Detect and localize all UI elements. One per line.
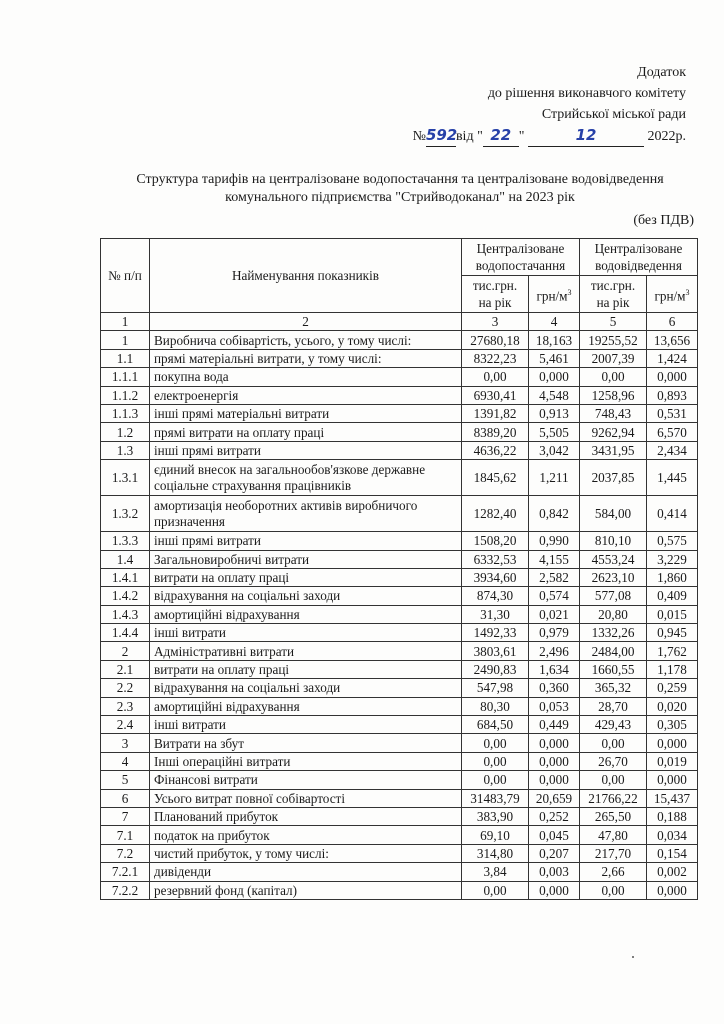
col-header-supply-per-m3 xyxy=(529,276,580,313)
wastewater-per-m3-cell: 0,945 xyxy=(647,624,698,642)
row-number-cell: 1 xyxy=(101,331,150,349)
supply-per-m3-cell: 18,163 xyxy=(529,331,580,349)
row-name-cell: дивіденди xyxy=(150,863,462,881)
wastewater-per-m3-cell: 0,409 xyxy=(647,587,698,605)
row-name-cell: Загальновиробничі витрати xyxy=(150,550,462,568)
row-number-cell: 2.3 xyxy=(101,697,150,715)
supply-thousands-cell: 383,90 xyxy=(462,807,529,825)
supply-per-m3-cell: 1,211 xyxy=(529,460,580,496)
supply-per-m3-cell: 0,053 xyxy=(529,697,580,715)
title-line-1: Структура тарифів на централізоване водопостачання та централізоване водовідведення xyxy=(136,172,664,187)
row-name-cell: інші прямі витрати xyxy=(150,441,462,459)
row-number-cell: 1.3.2 xyxy=(101,496,150,532)
row-name-cell: відрахування на соціальні заходи xyxy=(150,587,462,605)
vat-note: (без ПДВ) xyxy=(633,213,694,228)
table-row xyxy=(101,844,698,862)
table-row xyxy=(101,349,698,367)
row-number-cell: 7.2.2 xyxy=(101,881,150,899)
table-row xyxy=(101,587,698,605)
wastewater-per-m3-cell: 1,445 xyxy=(647,460,698,496)
table-row xyxy=(101,679,698,697)
wastewater-per-m3-cell: 0,015 xyxy=(647,605,698,623)
row-name-cell: інші витрати xyxy=(150,624,462,642)
supply-thousands-cell: 1845,62 xyxy=(462,460,529,496)
table-row xyxy=(101,368,698,386)
row-name-cell: єдиний внесок на загальнообов'язкове державне соціальне страхування працівників xyxy=(150,460,462,496)
row-name-cell: інші прямі матеріальні витрати xyxy=(150,404,462,422)
quote-close: " xyxy=(518,129,525,144)
supply-thousands-cell: 0,00 xyxy=(462,752,529,770)
wastewater-thousands-cell: 2007,39 xyxy=(580,349,647,367)
table-row xyxy=(101,386,698,404)
supply-per-m3-cell: 3,042 xyxy=(529,441,580,459)
document-title xyxy=(100,171,700,207)
row-number-cell: 2.4 xyxy=(101,716,150,734)
index-cell: 5 xyxy=(580,313,647,331)
row-number-cell: 1.4.2 xyxy=(101,587,150,605)
title-line-2: комунального підприємства "Стрийводоканал" на 2023 рік xyxy=(225,190,575,205)
wastewater-per-m3-cell: 0,000 xyxy=(647,734,698,752)
wastewater-thousands-cell: 2484,00 xyxy=(580,642,647,660)
table-row xyxy=(101,642,698,660)
col-header-number-text: № п/п xyxy=(108,268,142,283)
supply-per-m3-cell: 0,449 xyxy=(529,716,580,734)
supply-thousands-cell: 8322,23 xyxy=(462,349,529,367)
supply-thousands-cell: 0,00 xyxy=(462,771,529,789)
order-number-line xyxy=(413,125,686,147)
wastewater-per-m3-cell: 0,575 xyxy=(647,532,698,550)
table-row xyxy=(101,423,698,441)
appendix-header xyxy=(413,62,686,147)
wastewater-per-m3-cell: 0,188 xyxy=(647,807,698,825)
row-name-cell: резервний фонд (капітал) xyxy=(150,881,462,899)
wastewater-per-m3-cell: 0,002 xyxy=(647,863,698,881)
supply-per-m3-cell: 0,360 xyxy=(529,679,580,697)
wastewater-per-m3-cell: 15,437 xyxy=(647,789,698,807)
supply-per-m3-cell: 0,574 xyxy=(529,587,580,605)
number-label: № xyxy=(412,129,426,144)
row-number-cell: 1.4.4 xyxy=(101,624,150,642)
row-name-cell: покупна вода xyxy=(150,368,462,386)
table-row xyxy=(101,789,698,807)
table-row xyxy=(101,752,698,770)
supply-thousands-cell: 6930,41 xyxy=(462,386,529,404)
table-row xyxy=(101,697,698,715)
wastewater-thousands-cell: 26,70 xyxy=(580,752,647,770)
table-row xyxy=(101,496,698,532)
order-number-handwritten: 592 xyxy=(426,125,456,147)
row-name-cell: чистий прибуток, у тому числі: xyxy=(150,844,462,862)
wastewater-thousands-cell: 2,66 xyxy=(580,863,647,881)
index-cell: 6 xyxy=(647,313,698,331)
table-row xyxy=(101,716,698,734)
wastewater-thousands-cell: 429,43 xyxy=(580,716,647,734)
order-year: 2022р. xyxy=(647,129,686,144)
supply-per-m3-cell: 0,045 xyxy=(529,826,580,844)
wastewater-thousands-cell: 584,00 xyxy=(580,496,647,532)
supply-per-m3-cell: 5,461 xyxy=(529,349,580,367)
supply-thousands-cell: 27680,18 xyxy=(462,331,529,349)
row-name-cell: прямі витрати на оплату праці xyxy=(150,423,462,441)
quote-open: " xyxy=(477,129,483,144)
row-number-cell: 1.2 xyxy=(101,423,150,441)
table-row xyxy=(101,331,698,349)
wastewater-thousands-cell: 1258,96 xyxy=(580,386,647,404)
wastewater-thousands-cell: 3431,95 xyxy=(580,441,647,459)
row-number-cell: 1.3.3 xyxy=(101,532,150,550)
table-row xyxy=(101,734,698,752)
index-cell: 4 xyxy=(529,313,580,331)
row-name-cell: Адміністративні витрати xyxy=(150,642,462,660)
supply-thousands-cell: 874,30 xyxy=(462,587,529,605)
wastewater-per-m3-cell: 0,154 xyxy=(647,844,698,862)
supply-per-m3-cell: 4,155 xyxy=(529,550,580,568)
index-cell: 3 xyxy=(462,313,529,331)
row-name-cell: Фінансові витрати xyxy=(150,771,462,789)
supply-per-m3-cell: 0,979 xyxy=(529,624,580,642)
table-row xyxy=(101,826,698,844)
unit-sup: 3 xyxy=(567,287,572,297)
wastewater-thousands-cell: 748,43 xyxy=(580,404,647,422)
supply-per-m3-cell: 0,021 xyxy=(529,605,580,623)
table-row xyxy=(101,460,698,496)
table-row xyxy=(101,568,698,586)
order-month-handwritten: 12 xyxy=(528,125,644,147)
table-row xyxy=(101,441,698,459)
supply-thousands-cell: 314,80 xyxy=(462,844,529,862)
supply-thousands-cell: 4636,22 xyxy=(462,441,529,459)
wastewater-thousands-cell: 365,32 xyxy=(580,679,647,697)
supply-per-m3-cell: 1,634 xyxy=(529,660,580,678)
row-number-cell: 1.4.3 xyxy=(101,605,150,623)
unit-text: грн/м xyxy=(536,288,568,304)
table-row xyxy=(101,881,698,899)
wastewater-per-m3-cell: 0,000 xyxy=(647,881,698,899)
wastewater-thousands-cell: 20,80 xyxy=(580,605,647,623)
wastewater-thousands-cell: 265,50 xyxy=(580,807,647,825)
row-number-cell: 7.2.1 xyxy=(101,863,150,881)
supply-thousands-cell: 31,30 xyxy=(462,605,529,623)
wastewater-per-m3-cell: 0,000 xyxy=(647,771,698,789)
wastewater-thousands-cell: 0,00 xyxy=(580,771,647,789)
wastewater-thousands-cell: 0,00 xyxy=(580,881,647,899)
supply-per-m3-cell: 0,990 xyxy=(529,532,580,550)
wastewater-thousands-cell: 19255,52 xyxy=(580,331,647,349)
row-name-cell: витрати на оплату праці xyxy=(150,568,462,586)
table-row xyxy=(101,550,698,568)
supply-per-m3-cell: 0,000 xyxy=(529,881,580,899)
wastewater-per-m3-cell: 1,762 xyxy=(647,642,698,660)
row-number-cell: 1.3.1 xyxy=(101,460,150,496)
supply-thousands-cell: 0,00 xyxy=(462,368,529,386)
unit-sup: 3 xyxy=(685,287,690,297)
supply-thousands-cell: 2490,83 xyxy=(462,660,529,678)
supply-thousands-cell: 3934,60 xyxy=(462,568,529,586)
row-number-cell: 2.2 xyxy=(101,679,150,697)
wastewater-per-m3-cell: 0,000 xyxy=(647,368,698,386)
supply-per-m3-cell: 0,000 xyxy=(529,368,580,386)
col-header-wastewater-thousands: тис.грн. на рік xyxy=(580,276,647,313)
supply-per-m3-cell: 5,505 xyxy=(529,423,580,441)
wastewater-per-m3-cell: 0,305 xyxy=(647,716,698,734)
table-row xyxy=(101,660,698,678)
row-number-cell: 1.3 xyxy=(101,441,150,459)
row-number-cell: 1.1.3 xyxy=(101,404,150,422)
wastewater-per-m3-cell: 1,178 xyxy=(647,660,698,678)
row-number-cell: 1.1 xyxy=(101,349,150,367)
tariff-structure-table xyxy=(100,238,698,900)
wastewater-per-m3-cell: 0,020 xyxy=(647,697,698,715)
wastewater-thousands-cell: 21766,22 xyxy=(580,789,647,807)
wastewater-thousands-cell: 2037,85 xyxy=(580,460,647,496)
row-number-cell: 2.1 xyxy=(101,660,150,678)
row-number-cell: 1.1.1 xyxy=(101,368,150,386)
supply-thousands-cell: 0,00 xyxy=(462,734,529,752)
supply-per-m3-cell: 0,252 xyxy=(529,807,580,825)
row-name-cell: прямі матеріальні витрати, у тому числі: xyxy=(150,349,462,367)
wastewater-per-m3-cell: 0,893 xyxy=(647,386,698,404)
supply-thousands-cell: 31483,79 xyxy=(462,789,529,807)
decision-reference: до рішення виконавчого комітету xyxy=(487,86,686,101)
row-number-cell: 4 xyxy=(101,752,150,770)
council-name: Стрийської міської ради xyxy=(541,107,686,122)
wastewater-thousands-cell: 0,00 xyxy=(580,368,647,386)
row-name-cell: Планований прибуток xyxy=(150,807,462,825)
supply-per-m3-cell: 2,582 xyxy=(529,568,580,586)
wastewater-per-m3-cell: 0,531 xyxy=(647,404,698,422)
order-day-handwritten: 22 xyxy=(483,125,519,147)
supply-thousands-cell: 1391,82 xyxy=(462,404,529,422)
row-number-cell: 2 xyxy=(101,642,150,660)
row-name-cell: витрати на оплату праці xyxy=(150,660,462,678)
wastewater-thousands-cell: 810,10 xyxy=(580,532,647,550)
table-row xyxy=(101,624,698,642)
supply-per-m3-cell: 0,000 xyxy=(529,771,580,789)
wastewater-thousands-cell: 1332,26 xyxy=(580,624,647,642)
wastewater-thousands-cell: 28,70 xyxy=(580,697,647,715)
wastewater-per-m3-cell: 1,860 xyxy=(647,568,698,586)
wastewater-per-m3-cell: 0,414 xyxy=(647,496,698,532)
supply-per-m3-cell: 0,000 xyxy=(529,734,580,752)
supply-per-m3-cell: 4,548 xyxy=(529,386,580,404)
row-number-cell: 1.1.2 xyxy=(101,386,150,404)
supply-per-m3-cell: 0,207 xyxy=(529,844,580,862)
row-name-cell: амортизація необоротних активів виробничого призначення xyxy=(150,496,462,532)
row-name-cell: інші прямі витрати xyxy=(150,532,462,550)
col-header-supply-thousands: тис.грн. на рік xyxy=(462,276,529,313)
supply-per-m3-cell: 0,000 xyxy=(529,752,580,770)
wastewater-thousands-cell: 577,08 xyxy=(580,587,647,605)
row-name-cell: амортиційні відрахування xyxy=(150,697,462,715)
supply-thousands-cell: 3,84 xyxy=(462,863,529,881)
from-label: від xyxy=(455,129,474,144)
col-header-number xyxy=(101,239,150,313)
row-number-cell: 6 xyxy=(101,789,150,807)
row-name-cell: Інші операційні витрати xyxy=(150,752,462,770)
supply-thousands-cell: 3803,61 xyxy=(462,642,529,660)
row-number-cell: 7.1 xyxy=(101,826,150,844)
wastewater-thousands-cell: 0,00 xyxy=(580,734,647,752)
col-header-name: Найменування показників xyxy=(150,239,462,313)
index-cell: 1 xyxy=(101,313,150,331)
supply-thousands-cell: 684,50 xyxy=(462,716,529,734)
supply-per-m3-cell: 0,913 xyxy=(529,404,580,422)
table-row xyxy=(101,771,698,789)
row-name-cell: податок на прибуток xyxy=(150,826,462,844)
row-number-cell: 1.4 xyxy=(101,550,150,568)
row-number-cell: 5 xyxy=(101,771,150,789)
row-name-cell: Виробнича собівартість, усього, у тому числі: xyxy=(150,331,462,349)
wastewater-thousands-cell: 47,80 xyxy=(580,826,647,844)
wastewater-per-m3-cell: 6,570 xyxy=(647,423,698,441)
table-row xyxy=(101,807,698,825)
supply-per-m3-cell: 0,842 xyxy=(529,496,580,532)
supply-thousands-cell: 1508,20 xyxy=(462,532,529,550)
supply-per-m3-cell: 2,496 xyxy=(529,642,580,660)
wastewater-thousands-cell: 2623,10 xyxy=(580,568,647,586)
table-row xyxy=(101,404,698,422)
supply-per-m3-cell: 20,659 xyxy=(529,789,580,807)
row-name-cell: електроенергія xyxy=(150,386,462,404)
wastewater-thousands-cell: 4553,24 xyxy=(580,550,647,568)
table-row xyxy=(101,863,698,881)
supply-thousands-cell: 1492,33 xyxy=(462,624,529,642)
wastewater-per-m3-cell: 0,259 xyxy=(647,679,698,697)
wastewater-thousands-cell: 9262,94 xyxy=(580,423,647,441)
row-name-cell: Усього витрат повної собівартості xyxy=(150,789,462,807)
row-name-cell: Витрати на збут xyxy=(150,734,462,752)
appendix-label: Додаток xyxy=(637,65,686,80)
row-number-cell: 1.4.1 xyxy=(101,568,150,586)
row-number-cell: 7 xyxy=(101,807,150,825)
row-name-cell: амортиційні відрахування xyxy=(150,605,462,623)
supply-thousands-cell: 80,30 xyxy=(462,697,529,715)
supply-thousands-cell: 0,00 xyxy=(462,881,529,899)
table-row xyxy=(101,605,698,623)
supply-thousands-cell: 6332,53 xyxy=(462,550,529,568)
column-index-row xyxy=(101,313,698,331)
wastewater-thousands-cell: 1660,55 xyxy=(580,660,647,678)
col-group-water-supply: Централізоване водопостачання xyxy=(462,239,580,276)
row-name-cell: інші витрати xyxy=(150,716,462,734)
row-name-cell: відрахування на соціальні заходи xyxy=(150,679,462,697)
wastewater-per-m3-cell: 1,424 xyxy=(647,349,698,367)
scan-speck xyxy=(632,956,634,958)
wastewater-per-m3-cell: 0,034 xyxy=(647,826,698,844)
wastewater-per-m3-cell: 0,019 xyxy=(647,752,698,770)
col-group-wastewater: Централізоване водовідведення xyxy=(580,239,698,276)
index-cell: 2 xyxy=(150,313,462,331)
supply-thousands-cell: 547,98 xyxy=(462,679,529,697)
supply-thousands-cell: 69,10 xyxy=(462,826,529,844)
table-row xyxy=(101,532,698,550)
wastewater-thousands-cell: 217,70 xyxy=(580,844,647,862)
supply-thousands-cell: 8389,20 xyxy=(462,423,529,441)
wastewater-per-m3-cell: 3,229 xyxy=(647,550,698,568)
wastewater-per-m3-cell: 13,656 xyxy=(647,331,698,349)
unit-text: грн/м xyxy=(654,288,686,304)
supply-thousands-cell: 1282,40 xyxy=(462,496,529,532)
row-number-cell: 7.2 xyxy=(101,844,150,862)
wastewater-per-m3-cell: 2,434 xyxy=(647,441,698,459)
row-number-cell: 3 xyxy=(101,734,150,752)
col-header-wastewater-per-m3 xyxy=(647,276,698,313)
supply-per-m3-cell: 0,003 xyxy=(529,863,580,881)
